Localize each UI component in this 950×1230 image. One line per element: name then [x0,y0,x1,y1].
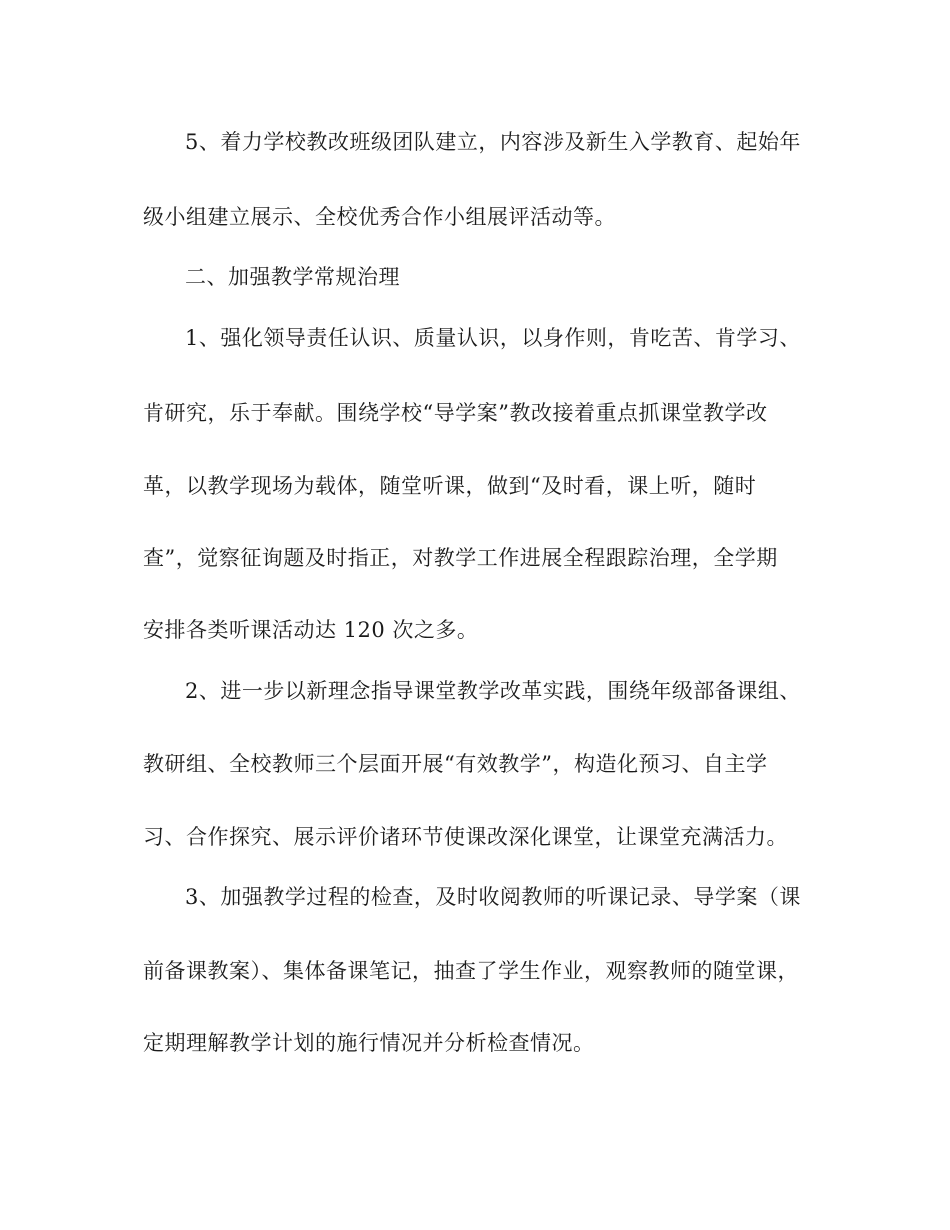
paragraph-5-line-2: 级小组建立展示、全校优秀合作小组展评活动等。 [143,205,616,229]
paragraph-2-line-2: 教研组、全校教师三个层面开展“有效教学”，构造化预习、自主学 [143,752,768,776]
paragraph-1-line-3: 革，以教学现场为载体，随堂听课，做到“及时看，课上听，随时 [143,474,757,498]
paragraph-1-line-4: 查”，觉察征询题及时指正，对教学工作进展全程跟踪治理，全学期 [143,546,778,570]
paragraph-2-line-1: 2、进一步以新理念指导课堂教学改革实践，围绕年级部备课组、 [185,679,801,703]
paragraph-3-line-1: 3、加强教学过程的检查，及时收阅教师的听课记录、导学案（课 [185,885,801,909]
paragraph-2-line-3: 习、合作探究、展示评价诸环节使课改深化课堂，让课堂充满活力。 [143,825,788,849]
paragraph-3-line-2: 前备课教案）、集体备课笔记，抽查了学生作业，观察教师的随堂课， [143,959,799,983]
section-heading: 二、加强教学常规治理 [185,265,400,289]
paragraph-5-line-1: 5、着力学校教改班级团队建立，内容涉及新生入学教育、起始年 [185,130,801,154]
paragraph-3-line-3: 定期理解教学计划的施行情况并分析检查情况。 [143,1031,595,1055]
paragraph-1-line-1: 1、强化领导责任认识、质量认识，以身作则，肯吃苦、肯学习、 [185,326,801,350]
paragraph-1-line-5: 安排各类听课活动达 120 次之多。 [143,618,479,642]
paragraph-1-line-2: 肯研究，乐于奉献。围绕学校“导学案”教改接着重点抓课堂教学改 [143,401,768,425]
